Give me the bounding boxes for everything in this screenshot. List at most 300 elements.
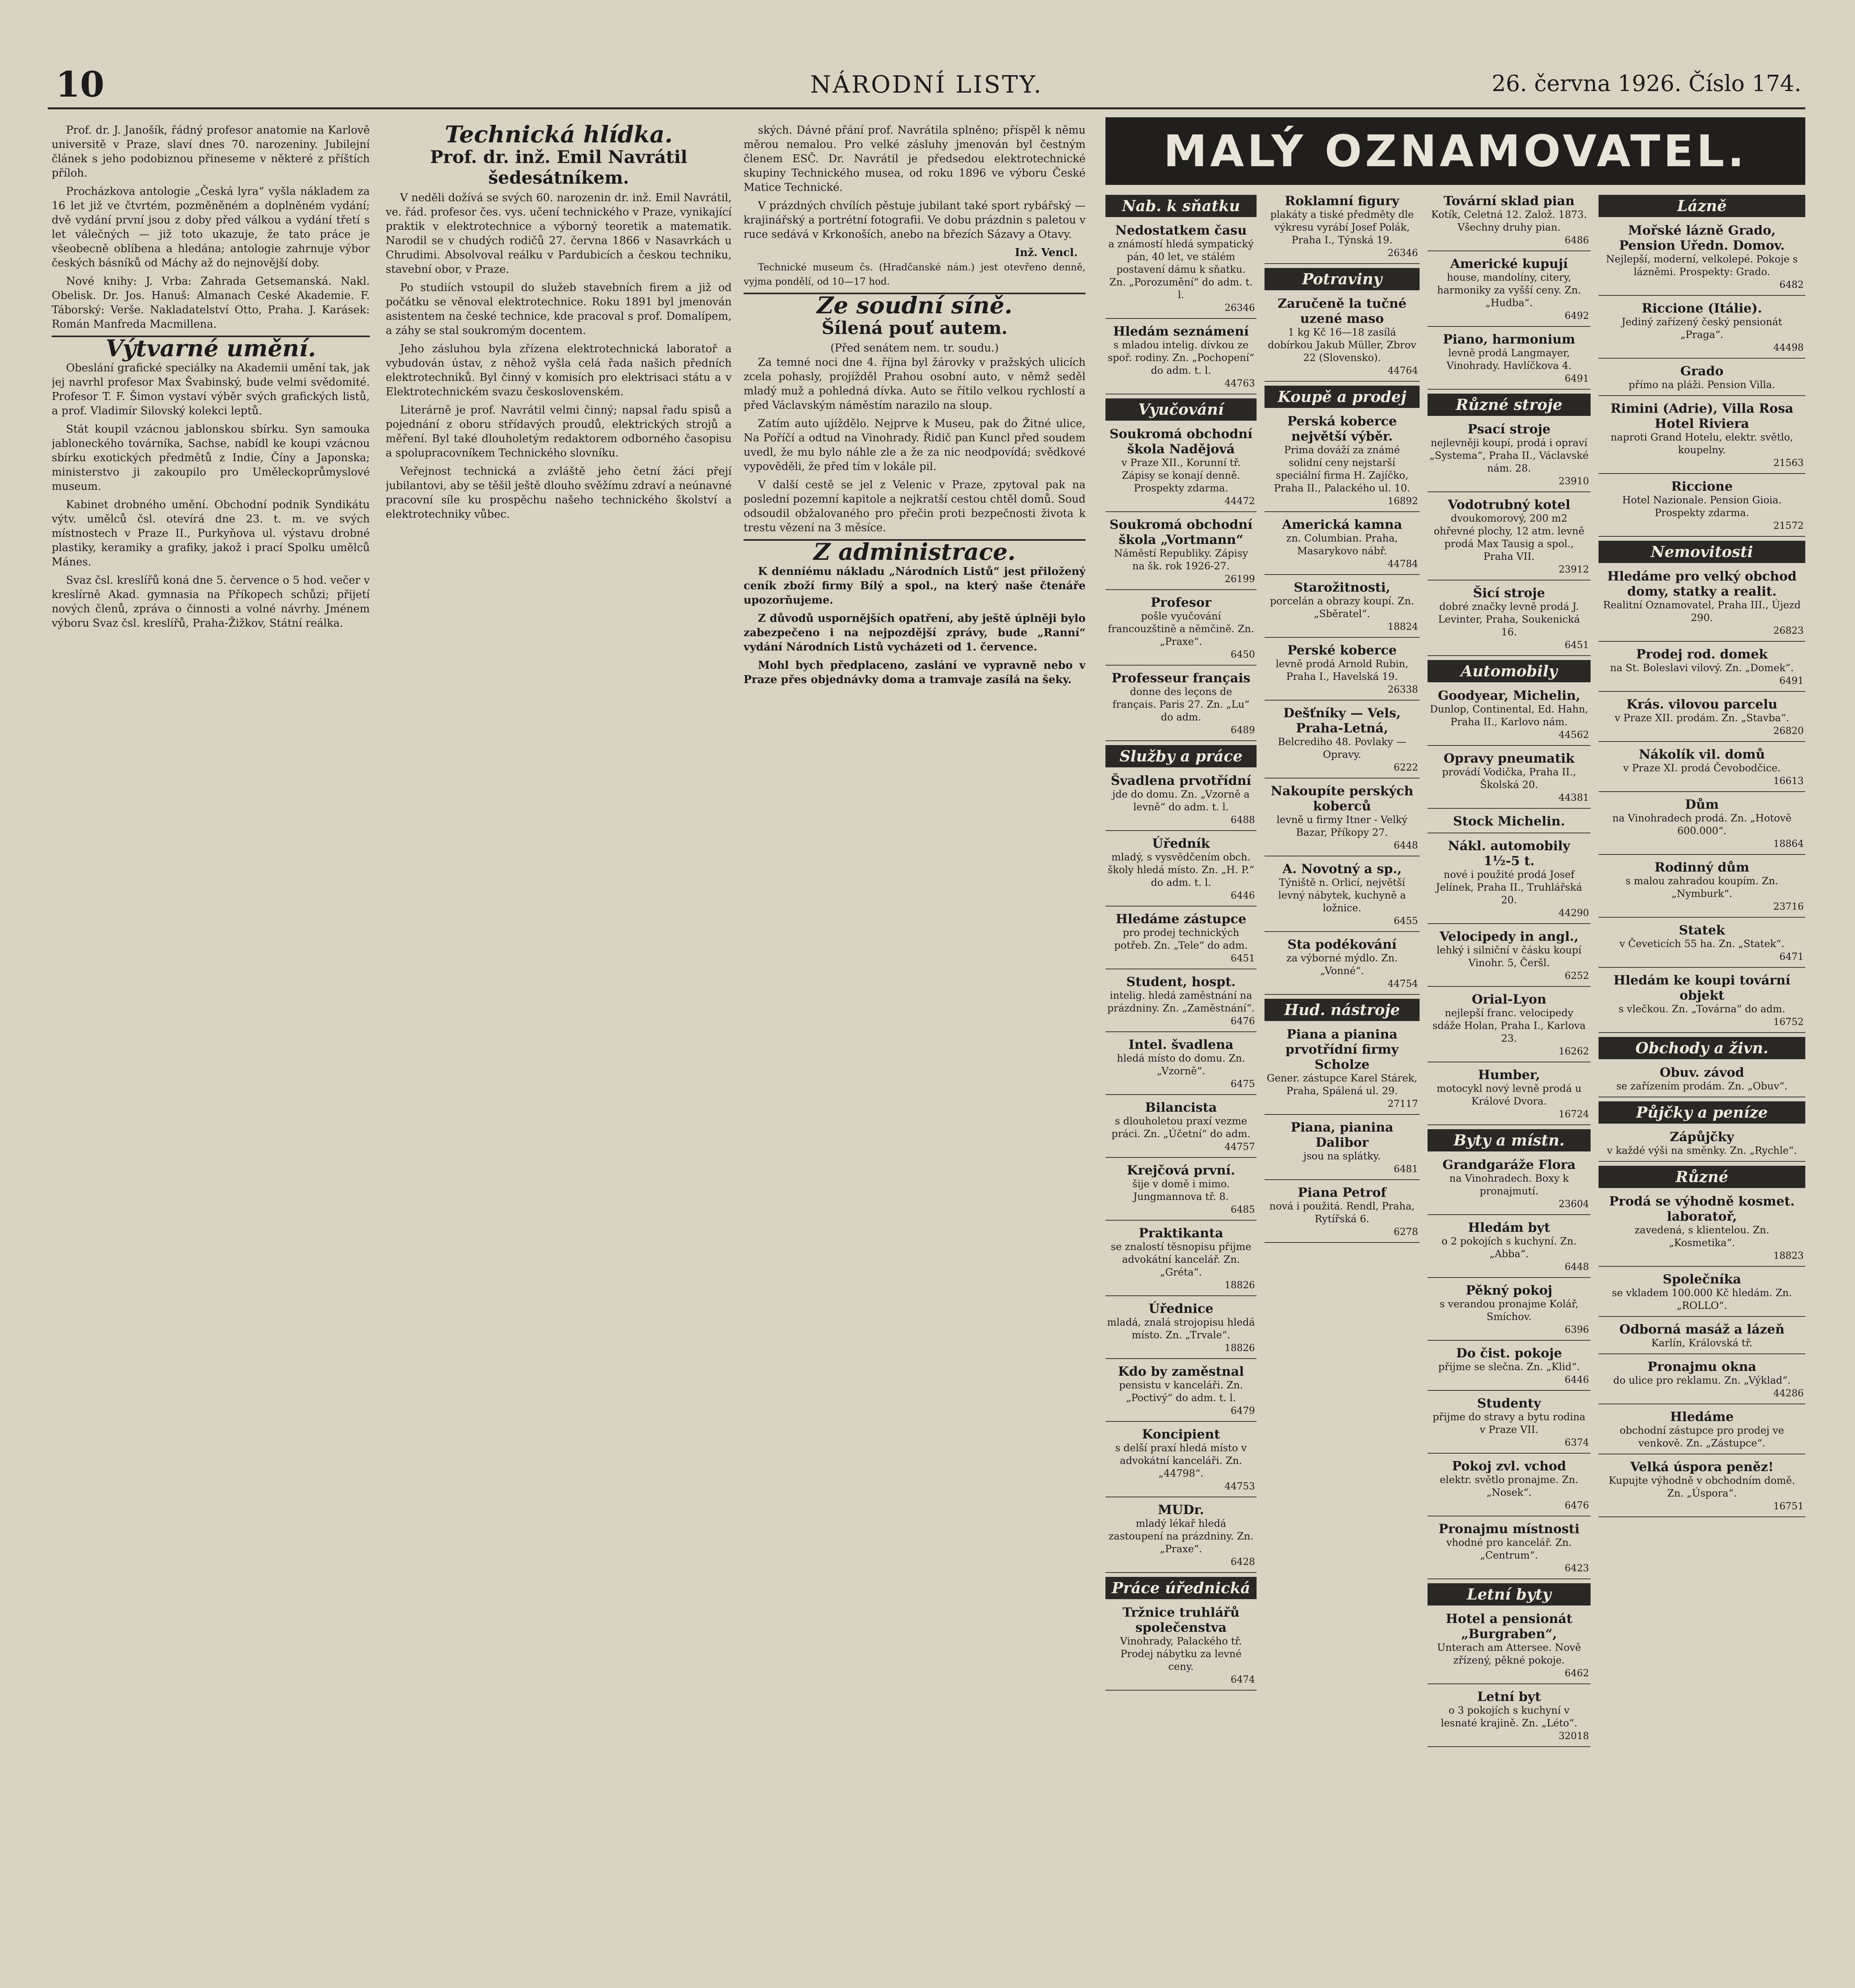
- ad-text: zavedená, s klientelou. Zn. „Kosmetika“.: [1634, 1224, 1770, 1248]
- ad-number: 6481: [1393, 1163, 1418, 1175]
- ad-number: 16892: [1387, 495, 1418, 507]
- classified-ad: [1599, 1062, 1805, 1097]
- ad-number: 26823: [1773, 625, 1804, 636]
- ad-heading: Odborná masáž a lázeň: [1619, 1322, 1785, 1337]
- classified-ad: [1105, 1602, 1257, 1691]
- ad-heading: Stock Michelin.: [1453, 813, 1565, 829]
- ad-text: Nejlepší, moderní, velkolepé. Pokoje s lázněmi. Prospekty: Grado.: [1606, 253, 1798, 278]
- ad-heading: Hledám byt: [1468, 1220, 1550, 1235]
- ad-number: 6428: [1230, 1556, 1255, 1567]
- ad-heading: Humber,: [1478, 1067, 1540, 1082]
- classified-ad: [1265, 577, 1420, 638]
- ad-heading: Riccione (Itálie).: [1641, 301, 1762, 316]
- ad-heading: Hledám seznámení: [1113, 324, 1249, 339]
- ad-number: 18826: [1224, 1342, 1255, 1353]
- navratil-cont-p1: ských. Dávné přání prof. Navrátila splněno; příspěl k němu měrou nemalou. Pro velké zásluhy jmenován byl čestným členem ESČ. Dr. Navrátil je předsedou elektrotechnické skupiny Technického musea, od roku 1896 ve výboru České Matice Technické.: [744, 124, 1086, 194]
- ad-text: nejlepší franc. velocipedy sdáže Holan, Praha I., Karlova 23.: [1432, 1007, 1586, 1044]
- ads-column-4: [1599, 191, 1805, 1988]
- ad-text: house, mandolíny, citery, harmoniky za vyšší ceny. Zn. „Hudba“.: [1437, 272, 1581, 309]
- ad-category-heading: Obchody a živn.: [1599, 1037, 1805, 1059]
- navratil-p3: Jeho zásluhou byla zřízena elektrotechnická laboratoř a vybudován ústav, z něhož vyšla celá řada našich předních elektrotechniků. Byl činný v komisích pro elektrisaci státu a v Elektrotechnickém svazu československém.: [386, 343, 732, 398]
- classified-ad: [1428, 1280, 1591, 1341]
- article-graphic-school: Obeslání grafické speciálky na Akademii umění tak, jak jej navrhl profesor Max Švabinský, bude velmi svědomité. Profesor T. F. Šimon vystaví výběr svých grafických listů, a prof. Vladimír Silovský kolekci leptů.: [52, 362, 370, 417]
- ad-heading: Pronajmu okna: [1647, 1359, 1756, 1374]
- ad-heading: Obuv. závod: [1659, 1065, 1744, 1080]
- court-p2: Zatím auto ujíždělo. Nejprve k Museu, pak do Žitné ulice, Na Poříčí a odtud na Vinohrady. Řidič pan Kuncl před soudem uvedl, že mu bylo náhle zle a že za nic neodpovídá; svědkové vypověděli, že před tím v lokále pil.: [744, 417, 1086, 473]
- ad-heading: Tržnice truhlářů společenstva: [1122, 1605, 1240, 1635]
- ad-text: s dlouholetou praxí vezme práci. Zn. „Účetní“ do adm.: [1111, 1115, 1251, 1140]
- ad-heading: Piana Petrof: [1298, 1185, 1387, 1200]
- ad-text: naproti Grand Hotelu, elektr. světlo, koupelny.: [1610, 431, 1793, 456]
- ad-heading: Intel. švadlena: [1128, 1037, 1234, 1052]
- ad-text: s verandou pronajme Kolář, Smíchov.: [1439, 1298, 1579, 1322]
- ad-heading: Sta podékování: [1287, 937, 1397, 952]
- ad-text: zn. Columbian. Praha, Masarykovo nábř.: [1286, 532, 1398, 557]
- ad-category-heading: Služby a práce: [1105, 745, 1257, 767]
- ad-number: 16613: [1773, 775, 1804, 786]
- ad-text: přímo na pláži. Pension Villa.: [1628, 379, 1775, 390]
- court-p1: Za temné noci dne 4. října byl žárovky v pražských ulicích zcela pohasly, projížděl Prahou osobní auto, v němž seděl mladý muž a pohledná dívka. Auto se řítilo velkou rychlostí a před Václavským náměstím narazilo na sloup.: [744, 356, 1086, 412]
- column-court-admin: [744, 123, 1086, 1988]
- ad-text: se zařízením prodám. Zn. „Obuv“.: [1616, 1080, 1788, 1092]
- ad-heading: Dešťníky — Vels, Praha-Letná,: [1283, 705, 1401, 736]
- ad-text: dobré značky levně prodá J. Levinter, Praha, Soukenická 16.: [1438, 601, 1580, 638]
- ad-text: v každé výši na směnky. Zn. „Rychle“.: [1607, 1145, 1797, 1156]
- ad-number: 6278: [1393, 1226, 1418, 1237]
- ad-heading: Pronajmu místnosti: [1438, 1521, 1580, 1536]
- ad-text: levně u firmy Itner - Velký Bazar, Příkopy 27.: [1276, 814, 1408, 838]
- ad-number: 23604: [1558, 1198, 1589, 1209]
- classified-ad: [1599, 1127, 1805, 1162]
- classified-ad: [1428, 1519, 1591, 1579]
- headline-navratil: Prof. dr. inž. Emil Navrátil šedesátníkem.: [430, 147, 688, 188]
- ad-text: dvoukomorový, 200 m2 ohřevné plochy, 12 atm. levně prodá Max Tausig a spol., Praha VII.: [1433, 513, 1585, 562]
- ad-heading: Rodinný dům: [1654, 860, 1750, 875]
- ad-text: o 3 pokojích s kuchyní v lesnaté krajině. Zn. „Léto“.: [1441, 1705, 1577, 1729]
- ad-number: 44381: [1558, 792, 1589, 803]
- ad-number: 21572: [1773, 520, 1804, 531]
- ad-text: na Vinohradech. Boxy k pronajmutí.: [1449, 1173, 1569, 1197]
- museum-note: Technické museum čs. (Hradčanské nám.) jest otevřeno denně, vyjma pondělí, od 10—17 hod.: [744, 262, 1086, 287]
- classified-ad: [1428, 748, 1591, 809]
- ad-text: se vkladem 100.000 Kč hledám. Zn. „ROLLO“.: [1612, 1287, 1792, 1311]
- classified-banner: MALÝ OZNAMOVATEL.: [1105, 117, 1805, 185]
- ad-text: pošle vyučování francouzštině a němčině. Zn. „Praxe“.: [1108, 610, 1254, 647]
- ad-heading: Nakoupíte perských koberců: [1270, 783, 1414, 813]
- admin-p1: K denníému nákladu „Národních Listů“ jest přiložený ceník zboží firmy Bílý a spol., na který naše čtenáře upozorňujeme.: [744, 565, 1086, 606]
- ad-number: 6448: [1393, 840, 1418, 851]
- ad-category-heading: Hud. nástroje: [1265, 999, 1420, 1021]
- classified-ad: [1428, 836, 1591, 924]
- ad-text: v Praze XII., Korunní tř. Zápisy se konají denně. Prospekty zdarma.: [1121, 457, 1241, 494]
- article-cabinet: Kabinet drobného umění. Obchodní podnik Syndikátu výtv. umělců čsl. otevírá dne 23. t. m. ve svých místnostech v Praze II., Purkyňova ul. výstavu drobné plastiky, keramiky a grafiky, jakož i prací Spolku umělců Mánes.: [52, 499, 370, 568]
- ad-heading: Velká úspora peněz!: [1630, 1459, 1774, 1474]
- ads-column-1: [1105, 191, 1257, 1988]
- ad-category-heading: Vyučování: [1105, 398, 1257, 421]
- article-janosik: Prof. dr. J. Janošík, řádný profesor anatomie na Karlově universitě v Praze, slaví dnes 70. narozeniny. Jubilejní článek s jeho podobiznou přineseme v některé z příštích příloh.: [52, 124, 370, 179]
- ad-heading: Starožitnosti,: [1294, 580, 1391, 595]
- ad-heading: Nákolík vil. domů: [1639, 747, 1765, 762]
- ad-number: 6451: [1230, 953, 1255, 964]
- ad-category-heading: Půjčky a peníze: [1599, 1101, 1805, 1124]
- section-title-art: Výtvarné umění.: [105, 335, 316, 362]
- article-jablonec-collection: Stát koupil vzácnou jablonskou sbírku. Syn samouka jabloneckého továrníka, Sachse, nabídl ke koupi vzácnou sbírku exotických předmětů z Indie, Číny a Japonska; ministerstvo ji zakoupilo pro Uměleckoprůmyslové museum.: [52, 423, 370, 493]
- ad-number: 6485: [1230, 1204, 1255, 1215]
- ad-heading: Student, hospt.: [1126, 974, 1236, 989]
- ad-text: 1 kg Kč 16—18 zasílá dobírkou Jakub Müller, Zbrov 22 (Slovensko).: [1268, 326, 1416, 363]
- ad-heading: Statek: [1679, 922, 1725, 938]
- classified-ad: [1428, 811, 1591, 833]
- ad-heading: Hledám ke koupi tovární objekt: [1613, 973, 1791, 1003]
- classified-ad: [1105, 220, 1257, 319]
- classified-ad: [1105, 1223, 1257, 1296]
- classified-ad: [1428, 1155, 1591, 1215]
- ad-number: 44498: [1773, 342, 1804, 353]
- ad-heading: Koncipient: [1142, 1427, 1220, 1442]
- page-number: 10: [56, 64, 105, 105]
- ad-heading: Úřednice: [1148, 1301, 1214, 1316]
- classified-ad: [1105, 1097, 1257, 1158]
- ad-number: 18824: [1387, 621, 1418, 632]
- ad-heading: Do čist. pokoje: [1456, 1345, 1562, 1361]
- ad-number: 6448: [1564, 1261, 1589, 1272]
- ad-heading: Bilancista: [1145, 1100, 1217, 1115]
- ad-category-heading: Byty a místn.: [1428, 1129, 1591, 1151]
- classified-ad: [1428, 989, 1591, 1062]
- ad-number: 23912: [1558, 564, 1589, 575]
- ad-text: do ulice pro reklamu. Zn. „Výklad“.: [1613, 1375, 1791, 1386]
- ad-heading: MUDr.: [1158, 1502, 1204, 1517]
- classified-ad: [1105, 1424, 1257, 1497]
- classified-ad: [1105, 1160, 1257, 1221]
- ad-number: 44472: [1224, 495, 1255, 507]
- ad-text: Týniště n. Orlicí, největší levný nábytek, kuchyně a ložnice.: [1278, 877, 1406, 914]
- ad-text: jsou na splátky.: [1303, 1150, 1381, 1162]
- ad-heading: Společníka: [1663, 1272, 1741, 1287]
- classified-ad: [1265, 781, 1420, 856]
- ad-text: vhodné pro kancelář. Zn. „Centrum“.: [1446, 1537, 1572, 1561]
- ads-column-2: [1265, 191, 1420, 1988]
- ad-number: 26338: [1387, 684, 1418, 695]
- ad-text: lehký i silniční v čásku koupí Vinohr. 5, Čeršl.: [1436, 944, 1582, 969]
- classified-ad: [1105, 833, 1257, 907]
- ad-number: 6489: [1230, 724, 1255, 736]
- ad-number: 18826: [1224, 1279, 1255, 1291]
- ad-number: 26199: [1224, 573, 1255, 584]
- ad-text: obchodní zástupce pro prodej ve venkově. Zn. „Zástupce“.: [1620, 1425, 1784, 1449]
- classified-ad: [1265, 934, 1420, 995]
- issue-date: 26. června 1926. Číslo 174.: [1492, 71, 1801, 97]
- ad-text: za výborné mýdlo. Zn. „Vonné“.: [1286, 952, 1398, 977]
- ad-text: na Vinohradech prodá. Zn. „Hotově 600.000“.: [1612, 812, 1792, 837]
- ad-number: 44763: [1224, 378, 1255, 389]
- ad-category-heading: Letní byty: [1428, 1583, 1591, 1606]
- ad-text: nejlevněji koupí, prodá i opraví „Systema“, Praha II., Václavské nám. 28.: [1430, 437, 1589, 474]
- classified-ad: [1105, 514, 1257, 590]
- classified-ad: [1105, 321, 1257, 394]
- classified-ad: [1599, 744, 1805, 792]
- ad-heading: Soukromá obchodní škola „Vortmann“: [1109, 517, 1253, 547]
- ad-text: na St. Boleslavi vilový. Zn. „Domek“.: [1610, 662, 1794, 674]
- ad-number: 6423: [1564, 1563, 1589, 1574]
- ad-text: šije v domě i mimo. Jungmannova tř. 8.: [1132, 1178, 1230, 1202]
- ad-number: 44286: [1773, 1388, 1804, 1399]
- ad-text: Kotík, Celetná 12. Založ. 1873. Všechny druhy pian.: [1431, 209, 1587, 233]
- ad-text: Karlín, Královská tř.: [1651, 1337, 1753, 1349]
- ad-number: 26346: [1224, 302, 1255, 313]
- ad-number: 6222: [1393, 762, 1418, 773]
- classified-ad: [1428, 926, 1591, 987]
- ad-text: Belcrediho 48. Povlaky — Opravy.: [1278, 736, 1406, 760]
- classified-ad: [1105, 972, 1257, 1032]
- court-subtitle: (Před senátem nem. tr. soudu.): [830, 342, 999, 354]
- publication-title: NÁRODNÍ LISTY.: [810, 71, 1043, 99]
- classified-ad: [1428, 329, 1591, 390]
- classified-ad: [1599, 398, 1805, 474]
- ad-category-heading: Koupě a prodej: [1265, 386, 1420, 408]
- navratil-p5: Veřejnost technická a zvláště jeho četní žáci přejí jubilantovi, aby se těšil ještě dlouho svěžímu zdraví a neúnavné pracovní síle ku prospěchu našeho technického školství a elektrotechniky vůbec.: [386, 465, 732, 520]
- classified-ad: [1599, 857, 1805, 918]
- ad-heading: Professeur français: [1111, 670, 1251, 685]
- ad-number: 44562: [1558, 729, 1589, 740]
- ad-text: Hotel Nazionale. Pension Gioia. Prospekty zdarma.: [1622, 494, 1782, 518]
- ad-number: 6476: [1564, 1500, 1589, 1511]
- ad-heading: Kdo by zaměstnal: [1118, 1364, 1244, 1379]
- ad-heading: Perská koberce největší výběr.: [1287, 414, 1397, 444]
- ad-number: 23716: [1773, 901, 1804, 912]
- ad-text: nová i použitá. Rendl, Praha, Rytířská 6.: [1269, 1200, 1415, 1225]
- ad-text: donne des leçons de français. Paris 27. Zn. „Lu“ do adm.: [1112, 686, 1250, 723]
- ad-text: levně prodá Arnold Rubin, Praha I., Havelská 19.: [1276, 658, 1408, 682]
- classified-ad: [1428, 685, 1591, 746]
- ad-heading: Studenty: [1477, 1396, 1541, 1411]
- classified-ad: [1599, 694, 1805, 742]
- ad-number: 21563: [1773, 457, 1804, 468]
- classified-ad: [1599, 794, 1805, 855]
- ad-category-heading: Automobily: [1428, 660, 1591, 682]
- classified-ad: [1599, 1457, 1805, 1517]
- ad-heading: Velocipedy in angl.,: [1439, 929, 1579, 944]
- classified-ad: [1105, 771, 1257, 831]
- ad-heading: Piana a pianina prvotřídní firmy Scholze: [1285, 1027, 1399, 1072]
- ad-text: hledá místo do domu. Zn. „Vzorně“.: [1117, 1052, 1245, 1077]
- classified-ad: [1105, 909, 1257, 969]
- classified-ad: [1428, 495, 1591, 580]
- navratil-cont-p2: V prázdných chvílích pěstuje jubilant také sport rybářský — krajinářský a portrétní fotografii. Ve dobu prázdnin s paletou v ruce sedává v Krkonoších, anebo na březích Sázavy a Otavy.: [744, 200, 1086, 241]
- ad-number: 6482: [1779, 279, 1804, 290]
- ad-text: o 2 pokojích s kuchyní. Zn. „Abba“.: [1441, 1235, 1577, 1260]
- ad-number: 6476: [1230, 1015, 1255, 1027]
- classified-ad: [1105, 424, 1257, 512]
- classified-ad: [1428, 191, 1591, 251]
- classified-ad: [1599, 298, 1805, 359]
- classified-ad: [1428, 1217, 1591, 1278]
- ads-column-3: [1428, 191, 1591, 1988]
- ad-heading: Psací stroje: [1467, 421, 1551, 437]
- classified-ad: [1265, 1182, 1420, 1243]
- ad-category-heading: Různé stroje: [1428, 394, 1591, 416]
- classified-ad: [1428, 1393, 1591, 1454]
- ad-number: 6374: [1564, 1437, 1589, 1448]
- admin-p2: Z důvodů uspornějších opatření, aby ještě úplněji bylo zabezpečeno i na nejpozdější zprávy, bude „Ranní“ vydání Národních Listů vycházeti od 1. července.: [744, 612, 1086, 653]
- ad-number: 6471: [1779, 951, 1804, 962]
- headline-court: Šílená pouť autem.: [822, 318, 1008, 338]
- classified-ad: [1599, 1269, 1805, 1317]
- classified-ad: [1599, 476, 1805, 537]
- classified-ad: [1599, 361, 1805, 396]
- ad-heading: Prodej rod. domek: [1636, 646, 1768, 662]
- column-culture: [52, 123, 370, 1988]
- ad-category-heading: Nemovitosti: [1599, 541, 1805, 563]
- ad-heading: Pokoj zvl. vchod: [1452, 1458, 1566, 1474]
- ad-category-heading: Nab. k sňatku: [1105, 195, 1257, 217]
- ad-number: 16751: [1773, 1501, 1804, 1512]
- ad-text: mladý, s vysvědčením obch. školy hledá místo. Zn. „H. P.“ do adm. t. l.: [1107, 851, 1255, 888]
- ad-text: pro prodej technických potřeb. Zn. „Tele“ do adm.: [1114, 927, 1248, 951]
- ad-heading: Orial-Lyon: [1472, 992, 1546, 1007]
- ad-heading: Riccione: [1671, 479, 1733, 494]
- ad-text: pensistu v kanceláři. Zn. „Poctivý“ do adm. t. l.: [1119, 1379, 1243, 1404]
- ad-number: 6450: [1230, 649, 1255, 660]
- ad-text: v Praze XII. prodám. Zn. „Stavba“.: [1614, 712, 1789, 724]
- ad-heading: Praktikanta: [1138, 1225, 1224, 1241]
- ad-number: 6446: [1230, 890, 1255, 901]
- ad-text: porcelán a obrazy koupí. Zn. „Sběratel“.: [1270, 595, 1414, 619]
- ad-number: 44784: [1387, 558, 1418, 569]
- article-ceska-lyra: Procházkova antologie „Česká lyra“ vyšla nákladem za 16 let již ve čtvrtém, pozměněném a doplněném vydání; dvě vydání první jsou z doby před válkou a vydání třetí s let válečných — již toto ukazuje, že tato práce je všeobecně oblíbena a hledána; antologie zahrnuje výbor českých básníků od Máchy až do nejnovější doby.: [52, 185, 370, 269]
- section-title-technical: Technická hlídka.: [445, 123, 673, 148]
- ad-heading: Prodá se výhodně kosmet. laboratoř,: [1609, 1194, 1795, 1224]
- classified-ad: [1428, 1687, 1591, 1747]
- classified-ad: [1428, 1065, 1591, 1125]
- ad-number: 6462: [1564, 1668, 1589, 1679]
- ad-number: 6455: [1393, 915, 1418, 926]
- ad-heading: Zaručeně la tučné uzené maso: [1277, 296, 1406, 326]
- ad-number: 6451: [1564, 639, 1589, 650]
- classified-ad: [1599, 1357, 1805, 1404]
- ad-text: a známostí hledá sympatický pán, 40 let, ve stálém postavení dámu k sňatku. Zn. „Porozumění“ do adm. t. l.: [1108, 238, 1254, 301]
- classified-ad: [1599, 920, 1805, 968]
- court-p3: V další cestě se jel z Velenic v Praze, zpytoval pak na poslední pozemní kapitole a nejkratší cestou chtěl domů. Soud odsoudil obžalovaného pro přečin proti bezpečnosti života k trestu vězení na 3 měsíce.: [744, 479, 1086, 534]
- ad-text: Dunlop, Continental, Ed. Hahn, Praha II., Karlovo nám.: [1430, 703, 1589, 728]
- classified-ad: [1265, 1024, 1420, 1115]
- ad-number: 6491: [1564, 373, 1589, 384]
- classified-ad: [1265, 640, 1420, 701]
- ad-heading: Roklamní figury: [1285, 193, 1399, 208]
- ad-number: 26346: [1387, 247, 1418, 258]
- ad-text: Unterach am Attersee. Nově zřízený, pěkné pokoje.: [1437, 1642, 1581, 1666]
- ad-number: 6492: [1564, 310, 1589, 321]
- classified-ad: [1428, 1609, 1591, 1684]
- ad-text: v Praze XI. prodá Čevobodčice.: [1623, 762, 1781, 774]
- ad-heading: Goodyear, Michelin,: [1437, 688, 1581, 703]
- ad-text: Kupujte výhodně v obchodním domě. Zn. „Úspora“.: [1608, 1475, 1795, 1499]
- classified-ad: [1599, 644, 1805, 692]
- classified-ad: [1599, 220, 1805, 296]
- ad-category-heading: Práce úřednická: [1105, 1577, 1257, 1599]
- ad-number: 16752: [1773, 1016, 1804, 1027]
- ad-heading: Nákl. automobily 1½-5 t.: [1448, 838, 1570, 868]
- ad-text: Náměstí Republiky. Zápisy na šk. rok 1926-27.: [1114, 547, 1248, 572]
- ad-heading: Mořské lázně Grado, Pension Uředn. Domov.: [1619, 223, 1785, 253]
- navratil-p4: Literárně je prof. Navrátil velmi činný; napsal řadu spisů a pojednání z oboru střídavých proudů, elektrických strojů a měření. Byl také dlouholetým redaktorem odborného časopisu a spolupracovníkem Technického slovníku.: [386, 404, 732, 459]
- ad-text: provádí Vodička, Praha II., Školská 20.: [1442, 766, 1576, 790]
- ad-number: 16262: [1558, 1046, 1589, 1057]
- classified-ad: [1265, 191, 1420, 264]
- ad-number: 18823: [1773, 1250, 1804, 1261]
- ad-heading: Americké kupují: [1450, 256, 1568, 271]
- ad-heading: Americká kamna: [1282, 517, 1402, 532]
- ad-number: 6488: [1230, 814, 1255, 825]
- ad-text: levně prodá Langmayer, Vinohrady. Havlíčkova 4.: [1446, 347, 1572, 371]
- ad-category-heading: Potraviny: [1265, 268, 1420, 290]
- ad-number: 26820: [1773, 725, 1804, 736]
- classified-ad: [1265, 1117, 1420, 1180]
- ad-text: s malou zahradou koupím. Zn. „Nymburk“.: [1626, 875, 1778, 899]
- page-header: [48, 60, 1805, 109]
- ad-heading: Krás. vilovou parcelu: [1626, 697, 1777, 712]
- ad-heading: Šicí stroje: [1473, 585, 1545, 600]
- ad-text: plakáty a tiské předměty dle výkresu vyrábí Josef Polák, Praha I., Týnská 19.: [1270, 209, 1414, 246]
- ad-heading: Letní byt: [1477, 1689, 1541, 1704]
- author-signature: Inž. Vencl.: [1015, 247, 1078, 259]
- ad-number: 16724: [1558, 1109, 1589, 1120]
- ad-heading: Opravy pneumatik: [1443, 751, 1575, 766]
- section-title-court: Ze soudní síně.: [817, 292, 1012, 319]
- ad-text: v Čeveticích 55 ha. Zn. „Statek“.: [1619, 938, 1785, 949]
- ad-heading: Profesor: [1150, 595, 1212, 610]
- ad-text: motocykl nový levně prodá u Králové Dvora.: [1436, 1083, 1582, 1107]
- ad-number: 23910: [1558, 476, 1589, 487]
- ad-text: mladá, znalá strojopisu hledá místo. Zn. „Trvale“.: [1107, 1316, 1255, 1341]
- classified-ad: [1105, 668, 1257, 741]
- ad-number: 6486: [1564, 235, 1589, 246]
- article-new-books: Nové knihy: J. Vrba: Zahrada Getsemanská. Nakl. Obelisk. Dr. Jos. Hanuš: Almanach Ceské Akademie. F. Táborský: Verše. Nakladatelství Otto, Praha. J. Karásek: Román Manfreda Macmillena.: [52, 275, 370, 330]
- ad-category-heading: Různé: [1599, 1166, 1805, 1188]
- classified-ad: [1105, 592, 1257, 666]
- ad-heading: Nedostatkem času: [1115, 223, 1247, 238]
- ad-heading: Vodotrubný kotel: [1447, 497, 1571, 512]
- classified-ad: [1265, 703, 1420, 779]
- ad-text: Jediný zařízený český pensionát „Praga“.: [1622, 316, 1782, 340]
- classified-ad: [1105, 1035, 1257, 1095]
- ad-heading: A. Novotný a sp.,: [1282, 861, 1402, 876]
- ad-heading: Piana, pianina Dalibor: [1291, 1120, 1393, 1150]
- ad-text: intelig. hledá zaměstnání na prázdniny. Zn. „Zaměstnání“.: [1107, 990, 1255, 1014]
- ad-text: přijme do stravy a bytu rodina v Praze VII.: [1432, 1411, 1586, 1435]
- ad-text: s delší praxí hledá místo v advokátní kanceláři. Zn. „44798“.: [1115, 1442, 1247, 1479]
- section-title-admin: Z administrace.: [813, 538, 1016, 565]
- classified-ad: [1105, 1500, 1257, 1573]
- ad-heading: Hledáme zástupce: [1115, 911, 1247, 926]
- ad-text: nové i použité prodá Josef Jelínek, Praha II., Truhlářská 20.: [1436, 869, 1582, 906]
- ad-heading: Rimini (Adrie), Villa Rosa Hotel Riviera: [1610, 401, 1793, 431]
- classified-ad: [1428, 583, 1591, 656]
- ad-heading: Dům: [1685, 797, 1719, 812]
- ad-text: s vlečkou. Zn. „Továrna“ do adm.: [1618, 1003, 1785, 1015]
- classified-ad: [1428, 419, 1591, 492]
- ad-number: 32018: [1558, 1730, 1589, 1741]
- ad-number: 44754: [1387, 978, 1418, 989]
- ad-text: se znalostí těsnopisu přijme advokátní kancelář. Zn. „Gréta“.: [1111, 1241, 1251, 1278]
- navratil-p1: V neděli dožívá se svých 60. narozenin dr. inž. Emil Navrátil, ve. řád. profesor čes. vys. učení technického v Praze, vynikající praktik v elektrotechnice a výborný teoretik a matematik. Narodil se v chudých rodičů 27. června 1866 v Nasavrkách u Chrudimi. Absolvoval reálku v Pardubicích a českou techniku, stavební obor, v Praze.: [386, 192, 732, 276]
- ad-heading: Pěkný pokoj: [1466, 1283, 1552, 1298]
- classified-ad: [1599, 1319, 1805, 1354]
- ad-number: 44757: [1224, 1141, 1255, 1152]
- ad-heading: Hledáme pro velký obchod domy, statky a realit.: [1607, 569, 1797, 599]
- ad-text: elektr. světlo pronajme. Zn. „Nosek“.: [1439, 1474, 1579, 1498]
- ad-heading: Zápůjčky: [1670, 1129, 1734, 1144]
